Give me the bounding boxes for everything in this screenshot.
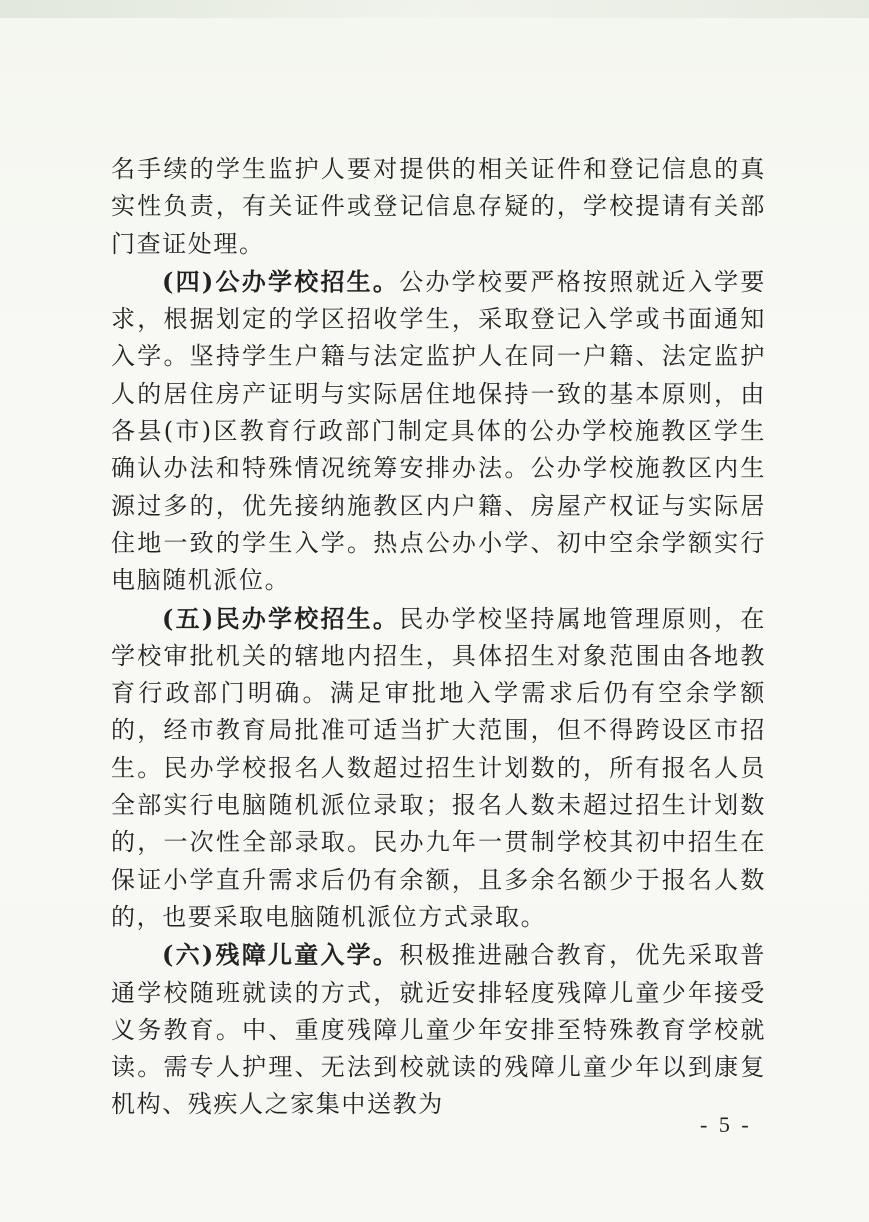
paragraph-text: 公办学校要严格按照就近入学要求，根据划定的学区招收学生，采取登记入学或书面通知入学。坚持学生户籍与法定监护人在同一户籍、法定监护人的居住房产证明与实际居住地保持一致的基本原则，由各县(市)区教育行政部门制定具体的公办学校施教区学生确认办法和特殊情况统筹安排办法。公办学校施教区内生源过多的，优先接纳施教区内户籍、房屋产权证与实际居住地一致的学生入学。热点公办小学、初中空余学额实行电脑随机派位。	[111, 267, 766, 595]
scan-edge	[0, 0, 869, 18]
document-body	[111, 151, 766, 1124]
section-heading: (五)民办学校招生。	[162, 603, 400, 633]
paragraph-text: 民办学校坚持属地管理原则，在学校审批机关的辖地内招生，具体招生对象范围由各地教育行政部门明确。满足审批地入学需求后仍有空余学额的，经市教育局批准可适当扩大范围，但不得跨设区市招生。民办学校报名人数超过招生计划数的，所有报名人员全部实行电脑随机派位录取；报名人数未超过招生计划数的，一次性全部录取。民办九年一贯制学校其初中招生在保证小学直升需求后仍有余额，且多余名额少于报名人数的，也要采取电脑随机派位方式录取。	[111, 604, 766, 931]
paragraph-text: 积极推进融合教育，优先采取普通学校随班就读的方式，就近安排轻度残障儿童少年接受义务教育。中、重度残障儿童少年安排至特殊教育学校就读。需专人护理、无法到校就读的残障儿童少年以到康复机构、残疾人之家集中送教为	[111, 941, 766, 1119]
paragraph-disabled-children-enrollment	[111, 936, 766, 1123]
section-heading: (六)残障儿童入学。	[162, 940, 400, 970]
paragraph-public-school-enrollment	[111, 263, 766, 600]
paragraph-text: 名手续的学生监护人要对提供的相关证件和登记信息的真实性负责，有关证件或登记信息存疑的，学校提请有关部门查证处理。	[111, 155, 766, 258]
paragraph-private-school-enrollment	[111, 600, 766, 937]
page-number: - 5 -	[700, 1112, 752, 1137]
section-heading: (四)公办学校招生。	[162, 266, 400, 296]
paragraph-continuation	[111, 151, 766, 263]
